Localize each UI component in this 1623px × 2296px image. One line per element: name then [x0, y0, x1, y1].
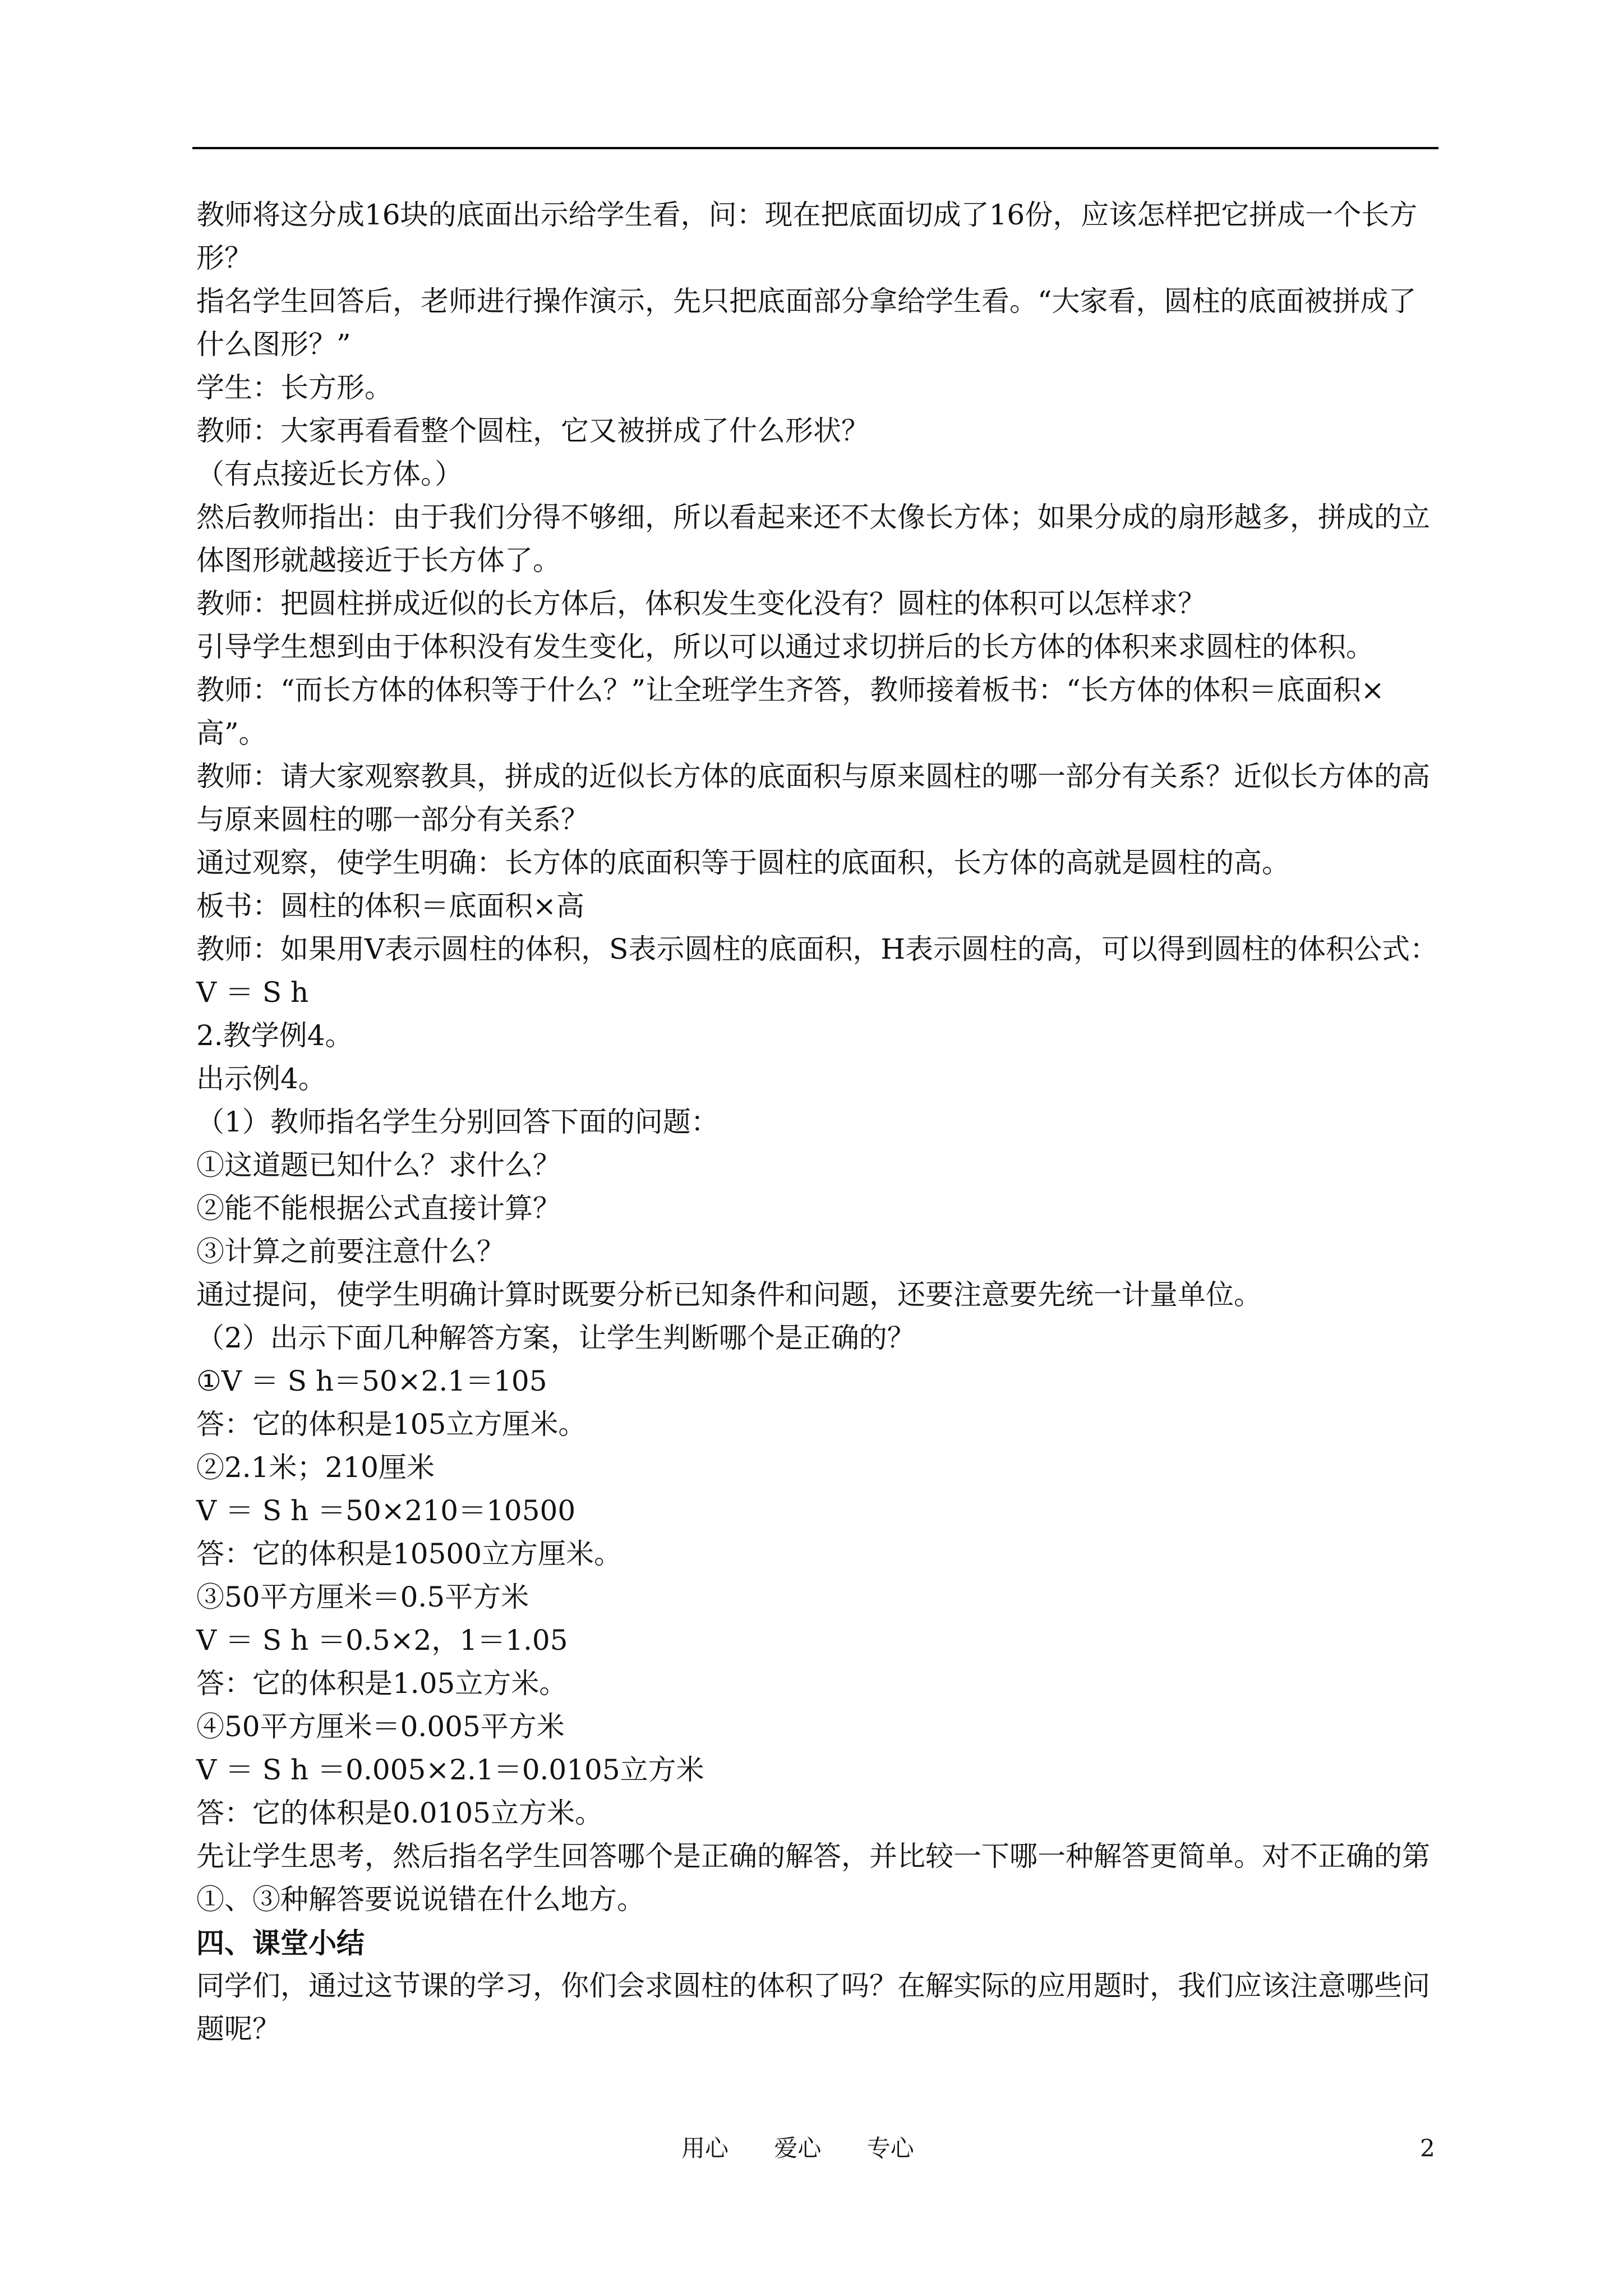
- paragraph: 指名学生回答后，老师进行操作演示，先只把底面部分拿给学生看。“大家看，圆柱的底面被拼成了什么图形？”: [196, 285, 1417, 361]
- paragraph: 学生：长方形。: [196, 371, 393, 404]
- solution-line: 答：它的体积是0.0105立方米。: [196, 1797, 603, 1829]
- paragraph: 教师：把圆柱拼成近似的长方体后，体积发生变化没有？圆柱的体积可以怎样求？: [196, 587, 1206, 620]
- footer-motto: [681, 2132, 914, 2165]
- question-item: ①这道题已知什么？求什么？: [196, 1149, 561, 1181]
- solution-line: 答：它的体积是10500立方厘米。: [196, 1538, 623, 1570]
- header-rule: [192, 147, 1438, 149]
- solution-line: ③50平方厘米＝0.5平方米: [196, 1581, 529, 1613]
- paragraph: 教师：“而长方体的体积等于什么？”让全班学生齐答，教师接着板书：“长方体的体积＝底面积×高”。: [196, 674, 1385, 749]
- paragraph: 板书：圆柱的体积＝底面积×高: [196, 890, 584, 922]
- solution-line: ④50平方厘米＝0.005平方米: [196, 1710, 565, 1743]
- paragraph: 然后教师指出：由于我们分得不够细，所以看起来还不太像长方体；如果分成的扇形越多，拼成的立体图形就越接近于长方体了。: [196, 501, 1430, 577]
- footer-motto-word: 爱心: [774, 2134, 822, 2162]
- paragraph: 教师：请大家观察教具，拼成的近似长方体的底面积与原来圆柱的哪一部分有关系？近似长方体的高与原来圆柱的哪一部分有关系？: [196, 760, 1430, 836]
- paragraph: 通过观察，使学生明确：长方体的底面积等于圆柱的底面积，长方体的高就是圆柱的高。: [196, 846, 1290, 879]
- paragraph: （2）出示下面几种解答方案，让学生判断哪个是正确的？: [196, 1322, 915, 1354]
- paragraph: 教师：如果用V表示圆柱的体积，S表示圆柱的底面积，H表示圆柱的高，可以得到圆柱的体积公式：: [196, 933, 1438, 965]
- page-number: 2: [1420, 2134, 1435, 2162]
- solution-line: 答：它的体积是105立方厘米。: [196, 1408, 587, 1441]
- section-heading: 四、课堂小结: [196, 1926, 365, 1959]
- solution-line: V ＝ S h ＝0.005×2.1＝0.0105立方米: [196, 1754, 704, 1786]
- solution-line: ②2.1米；210厘米: [196, 1451, 435, 1484]
- page-footer: [0, 2132, 1623, 2165]
- formula-line: V ＝ S h: [196, 976, 309, 1009]
- paragraph: 通过提问，使学生明确计算时既要分析已知条件和问题，还要注意要先统一计量单位。: [196, 1278, 1262, 1311]
- footer-motto-word: 用心: [681, 2134, 729, 2162]
- paragraph: （有点接近长方体。）: [196, 458, 463, 490]
- paragraph: 教师将这分成16块的底面出示给学生看，问：现在把底面切成了16份，应该怎样把它拼成一个长方形？: [196, 199, 1418, 274]
- paragraph: 同学们，通过这节课的学习，你们会求圆柱的体积了吗？在解实际的应用题时，我们应该注意哪些问题呢？: [196, 1970, 1430, 2045]
- paragraph: 出示例4。: [196, 1062, 326, 1095]
- paragraph: 教师：大家再看看整个圆柱，它又被拼成了什么形状？: [196, 415, 869, 447]
- document-body: [196, 194, 1438, 2051]
- question-item: ③计算之前要注意什么？: [196, 1235, 505, 1268]
- solution-line: V ＝ S h ＝0.5×2，1＝1.05: [196, 1624, 568, 1657]
- footer-motto-word: 专心: [866, 2134, 914, 2162]
- solution-line: ①V ＝ S h＝50×2.1＝105: [196, 1365, 547, 1397]
- paragraph: 先让学生思考，然后指名学生回答哪个是正确的解答，并比较一下哪一种解答更简单。对不正确的第①、③种解答要说说错在什么地方。: [196, 1840, 1430, 1916]
- question-item: ②能不能根据公式直接计算？: [196, 1192, 561, 1225]
- paragraph: 引导学生想到由于体积没有发生变化，所以可以通过求切拼后的长方体的体积来求圆柱的体积。: [196, 631, 1374, 663]
- paragraph: 2.教学例4。: [196, 1019, 353, 1052]
- solution-line: 答：它的体积是1.05立方米。: [196, 1667, 568, 1700]
- paragraph: （1）教师指名学生分别回答下面的问题：: [196, 1106, 719, 1138]
- solution-line: V ＝ S h ＝50×210＝10500: [196, 1494, 576, 1527]
